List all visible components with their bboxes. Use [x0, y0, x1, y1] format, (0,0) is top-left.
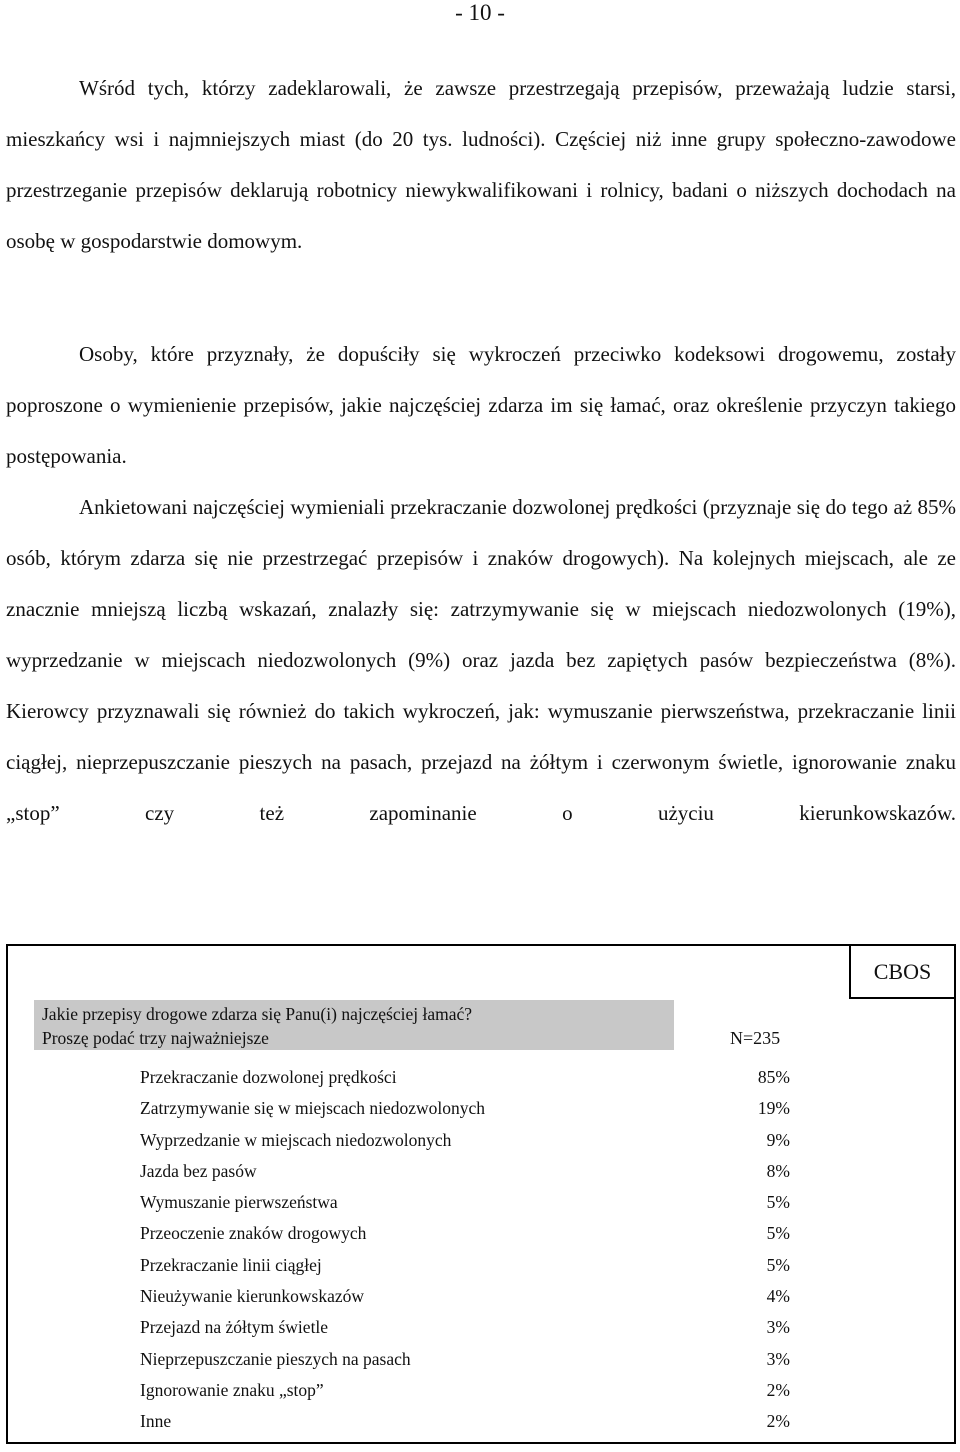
answer-label: Inne	[140, 1411, 172, 1432]
answer-row	[140, 1281, 790, 1312]
answer-value: 9%	[766, 1129, 790, 1150]
answer-value: 5%	[766, 1254, 790, 1275]
answer-label: Przejazd na żółtym świetle	[140, 1317, 329, 1338]
answer-row	[140, 1062, 790, 1093]
answer-value: 4%	[766, 1286, 790, 1307]
answer-row	[140, 1156, 790, 1187]
paragraph-1: Wśród tych, którzy zadeklarowali, że zawsze przestrzegają przepisów, przeważają ludzie starsi, mieszkańcy wsi i najmniejszych miast (do 20 tys. ludności). Częściej niż inne grupy społeczno-zawodowe przestrzeganie przepisów deklarują robotnicy niewykwalifikowani i rolnicy, badani o niższych dochodach na osobę w gospodarstwie domowym.	[6, 76, 956, 253]
answer-label: Nieużywanie kierunkowskazów	[140, 1286, 365, 1307]
answer-row	[140, 1093, 790, 1124]
answer-value: 19%	[757, 1098, 790, 1119]
answer-label: Jazda bez pasów	[140, 1160, 257, 1181]
answer-row	[140, 1187, 790, 1218]
paragraph-3: Ankietowani najczęściej wymieniali przekraczanie dozwolonej prędkości (przyznaje się do tego aż 85% osób, którym zdarza się nie przestrzegać przepisów i znaków drogowych). Na kolejnych miejscach, ale ze znacznie mniejszą liczbą wskazań, znalazły się: zatrzymywanie się w miejscach niedozwolonych (19%), wyprzedzanie w miejscach niedozwolonych (9%) oraz jazda bez zapiętych pasów bezpieczeństwa (8%). Kierowcy przyznawali się również do takich wykroczeń, jak: wymuszanie pierwszeństwa, przekraczanie linii ciągłej, nieprzepuszczanie pieszych na pasach, przejazd na żółtym i czerwonym świetle, ignorowanie znaku „stop” czy też zapominanie o użyciu kierunkowskazów.	[6, 495, 956, 825]
answer-label: Wymuszanie pierwszeństwa	[140, 1192, 338, 1213]
answer-row	[140, 1344, 790, 1375]
paragraph-2: Osoby, które przyznały, że dopuściły się wykroczeń przeciwko kodeksowi drogowemu, zostały poproszone o wymienienie przepisów, jakie najczęściej zdarza im się łamać, oraz określenie przyczyn takiego postępowania.	[6, 342, 956, 468]
answer-value: 8%	[766, 1160, 790, 1181]
answer-value: 5%	[766, 1192, 790, 1213]
answer-label: Przekraczanie linii ciągłej	[140, 1254, 322, 1275]
question-header	[34, 1000, 674, 1050]
answer-value: 3%	[766, 1348, 790, 1369]
question-text: Jakie przepisy drogowe zdarza się Panu(i) najczęściej łamać?	[42, 1004, 472, 1024]
answer-row	[140, 1125, 790, 1156]
answer-value: 3%	[766, 1317, 790, 1338]
source-label: CBOS	[849, 944, 956, 999]
answer-label: Ignorowanie znaku „stop”	[140, 1379, 324, 1400]
answer-row	[140, 1406, 790, 1437]
answer-row	[140, 1312, 790, 1343]
answer-list	[140, 1062, 790, 1438]
answer-row	[140, 1250, 790, 1281]
answer-value: 5%	[766, 1223, 790, 1244]
answer-label: Przekraczanie dozwolonej prędkości	[140, 1067, 397, 1087]
answer-value: 2%	[766, 1411, 790, 1432]
answer-label: Nieprzepuszczanie pieszych na pasach	[140, 1348, 411, 1369]
answer-label: Przeoczenie znaków drogowych	[140, 1223, 367, 1244]
answer-label: Zatrzymywanie się w miejscach niedozwolonych	[140, 1098, 486, 1119]
answer-row	[140, 1218, 790, 1249]
page-number: - 10 -	[455, 0, 505, 25]
answer-label: Wyprzedzanie w miejscach niedozwolonych	[140, 1129, 452, 1150]
answer-value: 85%	[757, 1067, 790, 1087]
sample-size: N=235	[730, 1028, 781, 1048]
answer-row	[140, 1375, 790, 1406]
survey-table	[6, 944, 956, 1444]
answer-value: 2%	[766, 1379, 790, 1400]
question-instruction: Proszę podać trzy najważniejsze	[42, 1028, 269, 1048]
